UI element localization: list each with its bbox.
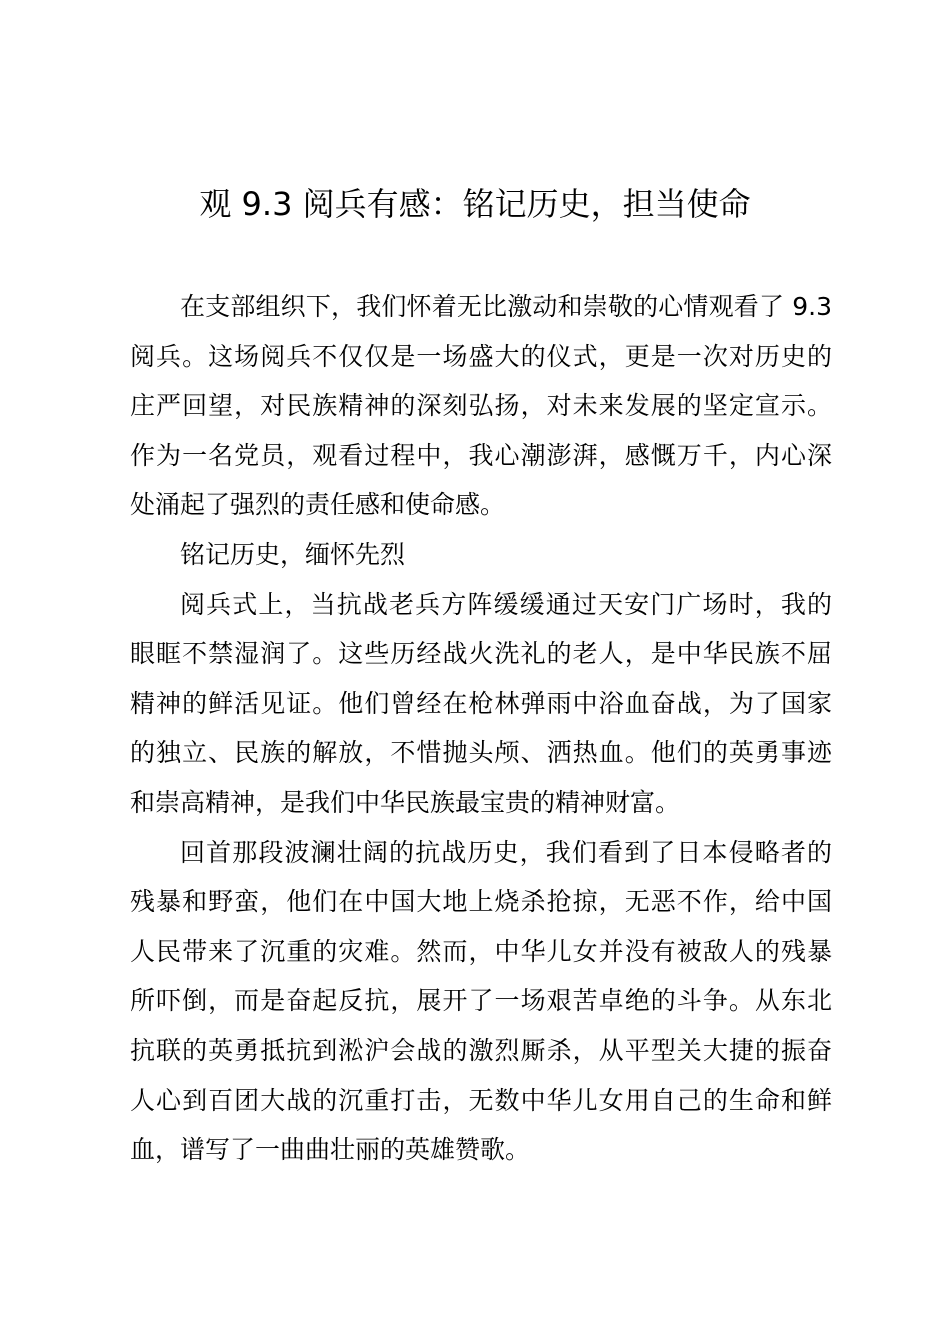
text-line: 眼眶不禁湿润了。这些历经战火洗礼的老人，是中华民族不屈: [130, 639, 832, 669]
text-line: 人心到百团大战的沉重打击，无数中华儿女用自己的生命和鲜: [130, 1085, 832, 1115]
paragraph: [130, 282, 832, 530]
text-line: 在支部组织下，我们怀着无比激动和崇敬的心情观看了 9.3: [180, 292, 832, 321]
section-heading: [130, 530, 832, 580]
text-line: 庄严回望，对民族精神的深刻弘扬，对未来发展的坚定宣示。: [130, 391, 832, 421]
text-line: 阅兵式上，当抗战老兵方阵缓缓通过天安门广场时，我的: [180, 589, 832, 619]
document-title: 观 9.3 阅兵有感：铭记历史，担当使命: [199, 185, 751, 223]
text-line: 人民带来了沉重的灾难。然而，中华儿女并没有被敌人的残暴: [130, 936, 832, 966]
text-line: 阅兵。这场阅兵不仅仅是一场盛大的仪式，更是一次对历史的: [130, 341, 832, 371]
text-line: 残暴和野蛮，他们在中国大地上烧杀抢掠，无恶不作，给中国: [130, 887, 832, 917]
document-body: [130, 282, 832, 1175]
text-line: 精神的鲜活见证。他们曾经在枪林弹雨中浴血奋战，为了国家: [130, 688, 832, 718]
text-line: 回首那段波澜壮阔的抗战历史，我们看到了日本侵略者的: [180, 837, 832, 867]
text-line: 和崇高精神，是我们中华民族最宝贵的精神财富。: [130, 787, 681, 817]
text-line: 所吓倒，而是奋起反抗，展开了一场艰苦卓绝的斗争。从东北: [130, 986, 832, 1016]
text-line: 铭记历史，缅怀先烈: [180, 539, 406, 569]
text-line: 作为一名党员，观看过程中，我心潮澎湃，感慨万千，内心深: [130, 440, 832, 470]
paragraph: [130, 580, 832, 828]
text-line: 血，谱写了一曲曲壮丽的英雄赞歌。: [130, 1135, 531, 1165]
text-line: 抗联的英勇抵抗到淞沪会战的激烈厮杀，从平型关大捷的振奋: [130, 1035, 832, 1065]
text-line: 的独立、民族的解放，不惜抛头颅、洒热血。他们的英勇事迹: [130, 738, 832, 768]
text-line: 处涌起了强烈的责任感和使命感。: [130, 490, 506, 520]
paragraph: [130, 828, 832, 1175]
